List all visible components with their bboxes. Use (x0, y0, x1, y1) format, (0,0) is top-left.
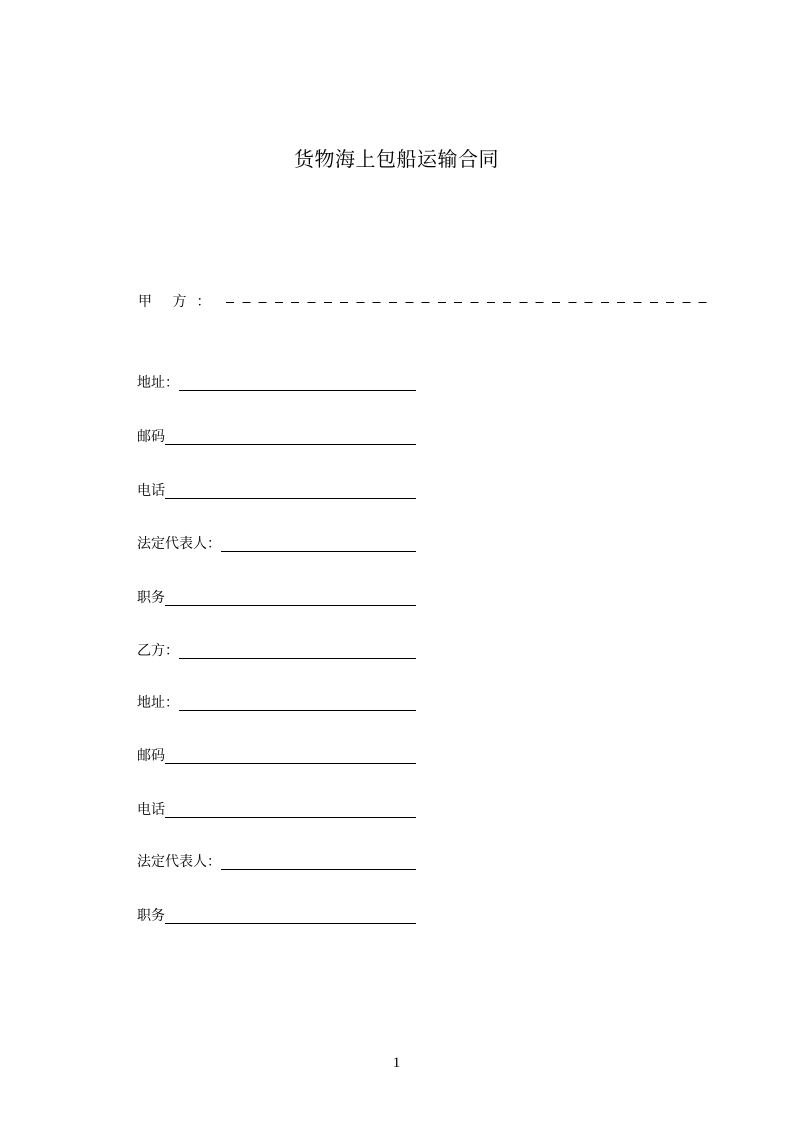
party-b-legal-rep-field (137, 851, 416, 871)
field-label: 乙方： (137, 643, 179, 659)
party-a-position-field (137, 587, 416, 607)
party-a-label: 甲 方 (138, 294, 195, 310)
party-a-address-field (137, 372, 416, 392)
party-b-postcode-field (137, 745, 416, 765)
party-a-colon: ： (196, 294, 211, 310)
party-a-dashed-line (226, 302, 714, 303)
field-label: 电话 (137, 483, 165, 499)
field-label: 邮码 (137, 748, 165, 764)
field-label: 地址： (137, 375, 179, 391)
party-b-address-field (137, 692, 416, 712)
field-label: 邮码 (137, 429, 165, 445)
field-label: 法定代表人： (137, 854, 221, 870)
blank-line (165, 803, 416, 818)
party-a-row (138, 291, 714, 311)
field-label: 电话 (137, 802, 165, 818)
document-title: 货物海上包船运输合同 (294, 147, 499, 171)
field-label: 职务 (137, 590, 165, 606)
party-b-position-field (137, 905, 416, 925)
page-number: 1 (392, 1055, 401, 1071)
blank-line (165, 484, 416, 499)
field-label: 职务 (137, 908, 165, 924)
field-label: 地址： (137, 695, 179, 711)
blank-line (179, 696, 416, 711)
party-a-legal-rep-field (137, 533, 416, 553)
party-b-field (137, 640, 416, 660)
blank-line (179, 376, 416, 391)
blank-line (165, 749, 416, 764)
party-a-phone-field (137, 480, 416, 500)
field-label: 法定代表人： (137, 536, 221, 552)
blank-line (221, 855, 416, 870)
blank-line (221, 537, 416, 552)
blank-line (165, 430, 416, 445)
party-b-phone-field (137, 799, 416, 819)
blank-line (165, 591, 416, 606)
blank-line (165, 909, 416, 924)
blank-line (179, 644, 416, 659)
party-a-postcode-field (137, 426, 416, 446)
